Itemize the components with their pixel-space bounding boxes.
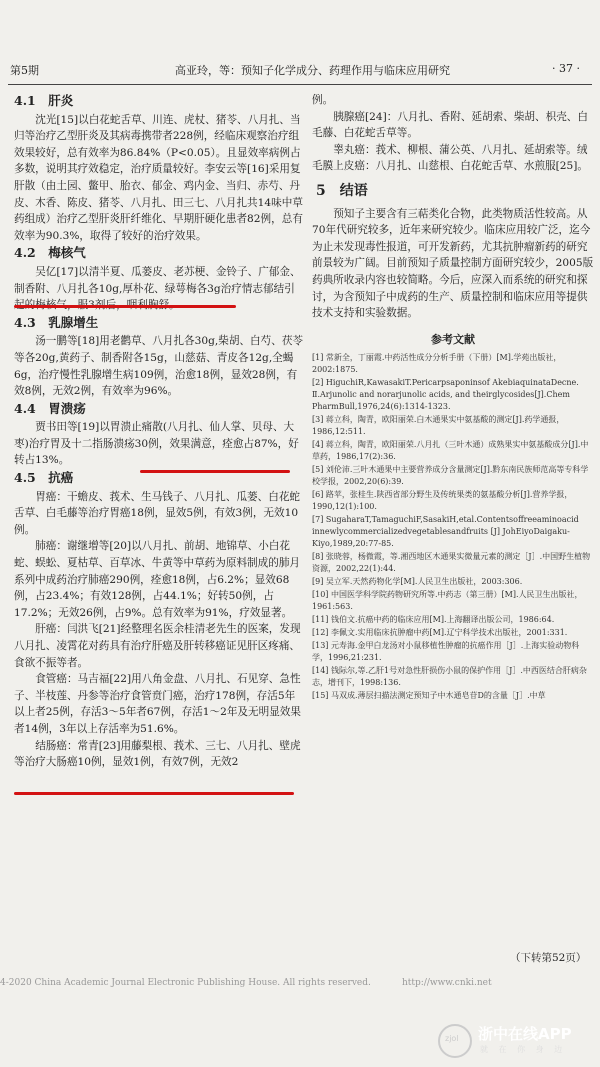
highlight-underline	[140, 470, 290, 473]
reference-item: [2] HiguchiR,KawasakiT.Pericarpsaponinsof AkebiaquinataDecne. Ⅱ.Arjunolic and norarjunolic acids, and theirglycosides[J].Chem PharmBull,1976,24(6):1314-1323.	[312, 378, 579, 412]
header-page-number: · 37 ·	[552, 62, 580, 75]
section-4-4-text: 贾书田等[19]以胃溃止痛散(八月扎、仙人掌、贝母、大枣)治疗胃及十二指肠溃疡30例，效果满意，痊愈占87%，好转占13%。	[14, 421, 299, 467]
section-4-4-title: 4.4 胃溃疡	[14, 400, 86, 416]
section-5-title: 5 结语	[316, 182, 368, 199]
references-list	[312, 352, 594, 702]
reference-item: [11] 钱伯文.抗癌中药的临床应用[M].上海翻译出版公司，1986:64.	[312, 615, 555, 625]
highlight-underline	[14, 792, 294, 795]
section-4-5-title: 4.5 抗癌	[14, 470, 74, 486]
page-footer	[0, 978, 600, 996]
reference-item: [4] 蒋立科，陶青，欧阳丽荣.八月扎（三叶木通）成熟果实中氨基酸成分[J].中草药，1986,17(2):36.	[312, 440, 589, 462]
references-title: 参考文献	[431, 332, 475, 346]
copyright-text: 4-2020 China Academic Journal Electronic Publishing House. All rights reserved.	[0, 978, 371, 988]
reference-item: [5] 刘伦沛.三叶木通果中主要营养成分含量测定[J].黔东南民族师范高等专科学校学报，2002,20(6):39.	[312, 465, 589, 487]
pancreatic-cancer-text: 胰腺癌[24]：八月扎、香附、延胡索、柴胡、枳壳、白毛藤、白花蛇舌草等。	[312, 110, 588, 140]
app-watermark	[438, 1020, 588, 1064]
page-header	[10, 62, 590, 82]
section-5-text: 预知子主要含有三萜类化合物，此类物质活性较高。从70年代研究较多，近年来研究较少。临床应用较广泛，迄今为止未发现毒性报道，可开发新药，尤其抗肿瘤新药的研究前景较为广阔。目前预知子质量控制方面研究较少，2005版药典所收录内容也较简略。今后，应深入而系统的研究和探讨，为含预知子中成药的生产、质量控制和临床应用等提供技术支持和实验数据。	[312, 207, 594, 320]
reference-item: [15] 马双成.薄层扫描法测定预知子中木通皂苷D的含量［J］.中草	[312, 691, 546, 701]
section-4-1-text: 沈光[15]以白花蛇舌草、川连、虎杖、猪苓、八月扎、当归等治疗乙型肝炎及其病毒携带者228例，经临床观察治疗组效果较好，总有效率为86.84%（P<0.05）。且显效率病例占多数，说明其疗效稳定，治疗质量较好。李安云等[16]采用复肝散（由土园、鳖甲、胎衣、郁金、鸡内金、当归、赤芍、丹皮、木香、陈皮、猪苓、八月扎、田三七、八月扎共14味中草药组成）治疗乙型肝炎肝纤维化、早期肝硬化患者82例，总有效率为90.3%，取得了较好的治疗效果。	[14, 113, 303, 242]
highlight-underline	[14, 305, 236, 308]
reference-item: [3] 蒋立科，陶青，欧阳丽荣.白木通果实中氨基酸的测定[J].药学通报，1986,12:511.	[312, 415, 565, 437]
section-4-5-lung: 肺癌：谢继增等[20]以八月扎、前胡、地锦草、小白花蛇、蜈蚣、夏枯草、百草冰、牛黄等中草药为原料制成的肺月系列中成药治疗肺癌290例，痊愈18例，占6.2%；显效68例，占23.4%；有效128例，占44.1%；好转50例，占17.2%；无效26例，占9%。总有效率为91%，疗效显著。	[14, 540, 301, 619]
reference-item: [7] SugaharaT,TamaguchiF,SasakiH,etal.Contentsoffreeaminoacid innewlycommercializedvegetablesandfruits [J] JohEiyoDaigaku-Kiyo,1989,20:77-85.	[312, 515, 579, 549]
section-4-5-esophageal: 食管癌：马吉福[22]用八角金盘、八月扎、石见穿、急性子、半枝莲、丹参等治疗食管贲门癌，治疗178例，存活5年以上者25例，存活3～5年者67例，存活1～2年及无明显效果者14例，3年以上存活率为51.6%。	[14, 673, 301, 735]
reference-item: [1] 常新全，丁丽霞.中药活性成分分析手册（下册）[M].学苑出版社，2002:1875.	[312, 353, 562, 375]
header-rule	[8, 84, 592, 85]
right-continuation: 例。	[312, 94, 334, 106]
section-4-5-gastric: 胃癌：干蟾皮、莪术、生马钱子、八月扎、瓜蒌、白花蛇舌草、白毛藤等治疗胃癌18例，显效5例，有效3例，无效10例。	[14, 490, 301, 536]
watermark-slogan: 就 在 你 身 边	[480, 1045, 567, 1054]
header-title: 高亚玲，等：预知子化学成分、药理作用与临床应用研究	[175, 64, 450, 77]
reference-item: [13] 元寿海.金甲白龙汤对小鼠移植性肿瘤的抗癌作用［J］.上海实验动物科学，1996,21:231.	[312, 641, 580, 663]
section-4-2-title: 4.2 梅核气	[14, 245, 86, 261]
section-4-5-colon: 结肠癌：常青[23]用藤梨根、莪术、三七、八月扎、壁虎等治疗大肠癌10例，显效1例，有效7例，无效2	[14, 739, 301, 769]
reference-item: [14] 钱际尔,等.乙肝1号对急性肝损伤小鼠的保护作用［J］.中西医结合肝病杂志，增刊下，1998:136.	[312, 666, 587, 688]
section-4-2-text: 吴亿[17]以清半夏、瓜蒌皮、老苏梗、金铃子、广郁金、制香附、八月扎各10g,厚朴花、绿萼梅各3g治疗情志郁结引	[14, 265, 301, 295]
continued-note: （下转第52页）	[510, 952, 587, 964]
testicular-cancer-text: 睾丸癌：莪术、柳根、蒲公英、八月扎、延胡索等。绒毛膜上皮癌：八月扎、山慈根、白花蛇舌草、水煎服[25]。	[312, 143, 588, 173]
zjol-logo-icon: zjol	[438, 1024, 472, 1058]
reference-item: [10] 中国医学科学院药物研究所等.中药志（第三册）[M].人民卫生出版社，1961:563.	[312, 590, 583, 612]
reference-item: [12] 李佩文.实用临床抗肿瘤中药[M].辽宁科学技术出版社，2001:331.	[312, 628, 568, 638]
header-issue: 第5期	[10, 64, 39, 77]
reference-item: [6] 路苹，张桂生.陕西省部分野生及传统果类的氨基酸分析[J].营养学报，1990,12(1):100.	[312, 490, 573, 512]
section-4-1-title: 4.1 肝炎	[14, 93, 74, 108]
section-4-3-text: 汤一鹏等[18]用老鹳草、八月扎各30g,柴胡、白芍、茯苓等各20g,黄药子、制香附各15g，山慈菇、青皮各12g,全蝎6g，治疗慢性乳腺增生病109例，治愈18例，显效28例，有效8例，无效2例，有效率为96%。	[14, 335, 304, 398]
cnki-url: http://www.cnki.net	[402, 978, 492, 988]
reference-item: [9] 吴立军.天然药物化学[M].人民卫生出版社，2003:306.	[312, 577, 523, 587]
right-column	[312, 92, 594, 703]
section-4-5-liver: 肝癌：闫洪飞[21]经整理名医余桂清老先生的医案，发现八月扎、凌霄花对药具有治疗肝癌及肝转移癌证见肝区疼痛、食欲不振等者。	[14, 623, 301, 669]
section-4-3-title: 4.3 乳腺增生	[14, 314, 99, 330]
reference-item: [8] 张晓蓉，杨微霞，等.湘西地区木通果实微量元素的测定［J］.中国野生植物资源，2002,22(1):44.	[312, 552, 591, 574]
watermark-name: 浙中在线APP	[478, 1025, 572, 1043]
left-column	[14, 92, 304, 771]
